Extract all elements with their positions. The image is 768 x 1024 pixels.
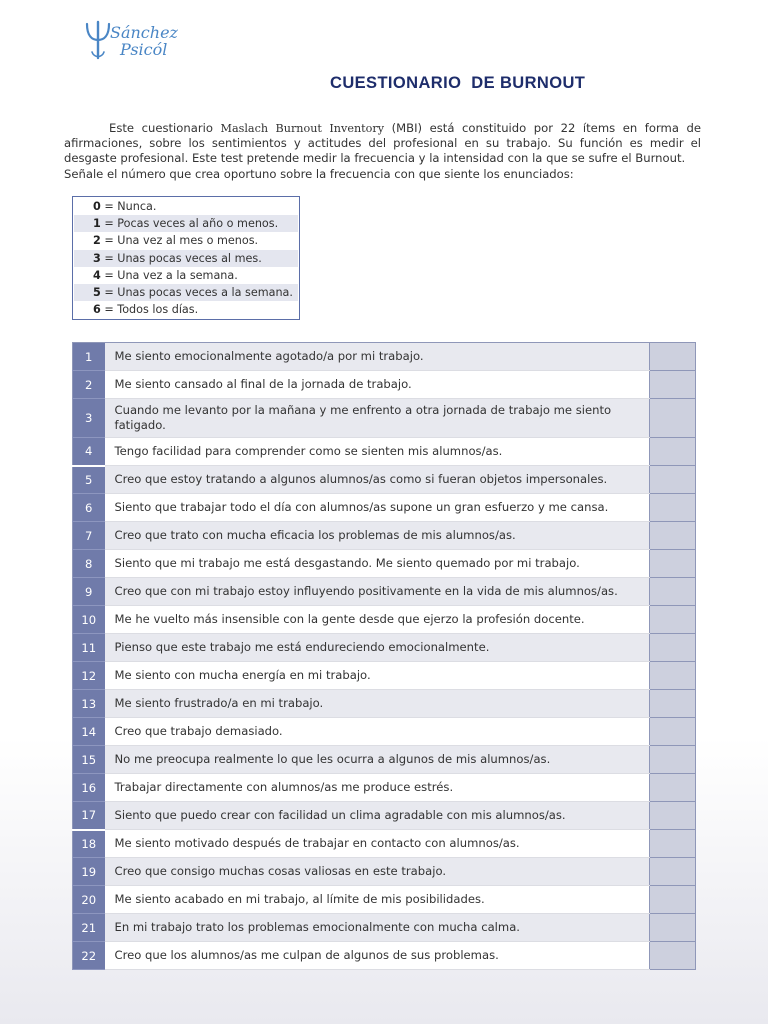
intro-part2: (MBI) está constituido por 22 ítems en forma de afirmaciones, sobre los sentimientos y actitudes del profesional en su trabajo. Su función es medir el desgaste profesional. Este test pretende medir la frecuencia y la intensidad con la que se sufre el Burnout. xyxy=(64,121,701,166)
scale-label: = Unas pocas veces al mes. xyxy=(100,251,262,265)
answer-cell[interactable] xyxy=(650,662,696,690)
answer-cell[interactable] xyxy=(650,774,696,802)
answer-cell[interactable] xyxy=(650,634,696,662)
item-statement: Me siento acabado en mi trabajo, al límite de mis posibilidades. xyxy=(105,886,650,914)
scale-row xyxy=(74,198,298,215)
answer-cell[interactable] xyxy=(650,343,696,371)
table-row xyxy=(73,466,696,494)
item-statement: Creo que trabajo demasiado. xyxy=(105,718,650,746)
item-number: 12 xyxy=(73,662,105,690)
item-statement: Me siento cansado al final de la jornada de trabajo. xyxy=(105,371,650,399)
item-statement: Tengo facilidad para comprender como se sienten mis alumnos/as. xyxy=(105,438,650,466)
intro-part1: Este cuestionario xyxy=(109,121,221,135)
scale-label: = Todos los días. xyxy=(100,303,199,317)
scale-row xyxy=(74,215,298,232)
item-statement: Pienso que este trabajo me está endureciendo emocionalmente. xyxy=(105,634,650,662)
answer-cell[interactable] xyxy=(650,886,696,914)
answer-cell[interactable] xyxy=(650,494,696,522)
scale-value: 3 xyxy=(93,251,101,265)
item-statement: Me siento motivado después de trabajar en contacto con alumnos/as. xyxy=(105,830,650,858)
item-number: 10 xyxy=(73,606,105,634)
item-statement: Siento que trabajar todo el día con alumnos/as supone un gran esfuerzo y me cansa. xyxy=(105,494,650,522)
item-statement: No me preocupa realmente lo que les ocurra a algunos de mis alumnos/as. xyxy=(105,746,650,774)
scale-value: 1 xyxy=(93,217,101,231)
item-number: 19 xyxy=(73,858,105,886)
frequency-scale xyxy=(72,196,300,320)
table-row xyxy=(73,690,696,718)
item-number: 9 xyxy=(73,578,105,606)
table-row xyxy=(73,802,696,830)
table-row xyxy=(73,399,696,438)
answer-cell[interactable] xyxy=(650,550,696,578)
item-number: 18 xyxy=(73,830,105,858)
table-row xyxy=(73,942,696,970)
table-row xyxy=(73,494,696,522)
answer-cell[interactable] xyxy=(650,802,696,830)
intro-text xyxy=(64,121,701,182)
item-number: 20 xyxy=(73,886,105,914)
item-number: 5 xyxy=(73,466,105,494)
answer-cell[interactable] xyxy=(650,746,696,774)
answer-cell[interactable] xyxy=(650,466,696,494)
item-statement: Cuando me levanto por la mañana y me enfrento a otra jornada de trabajo me siento fatigado. xyxy=(105,399,650,438)
scale-label: = Nunca. xyxy=(100,200,157,213)
item-statement: Me siento frustrado/a en mi trabajo. xyxy=(105,690,650,718)
item-statement: Siento que puedo crear con facilidad un clima agradable con mis alumnos/as. xyxy=(105,802,650,830)
logo xyxy=(84,20,194,64)
item-number: 7 xyxy=(73,522,105,550)
item-statement: En mi trabajo trato los problemas emocionalmente con mucha calma. xyxy=(105,914,650,942)
item-number: 3 xyxy=(73,399,105,438)
answer-cell[interactable] xyxy=(650,578,696,606)
item-number: 6 xyxy=(73,494,105,522)
item-number: 2 xyxy=(73,371,105,399)
scale-label: = Una vez al mes o menos. xyxy=(100,234,259,248)
logo-text-top: Sánchez xyxy=(110,23,178,42)
item-number: 16 xyxy=(73,774,105,802)
item-number: 22 xyxy=(73,942,105,970)
table-row xyxy=(73,343,696,371)
scale-row xyxy=(74,232,298,249)
table-row xyxy=(73,522,696,550)
answer-cell[interactable] xyxy=(650,690,696,718)
item-number: 15 xyxy=(73,746,105,774)
page-title: CUESTIONARIO DE BURNOUT xyxy=(330,74,586,92)
questionnaire-table xyxy=(72,342,696,970)
scale-value: 5 xyxy=(93,285,101,299)
table-row xyxy=(73,830,696,858)
table-row xyxy=(73,634,696,662)
table-row xyxy=(73,371,696,399)
answer-cell[interactable] xyxy=(650,718,696,746)
answer-cell[interactable] xyxy=(650,914,696,942)
answer-cell[interactable] xyxy=(650,399,696,438)
table-row xyxy=(73,858,696,886)
item-statement: Me siento con mucha energía en mi trabajo. xyxy=(105,662,650,690)
table-row xyxy=(73,746,696,774)
table-row xyxy=(73,550,696,578)
scale-row xyxy=(74,284,298,301)
table-row xyxy=(73,606,696,634)
item-number: 11 xyxy=(73,634,105,662)
item-statement: Me siento emocionalmente agotado/a por mi trabajo. xyxy=(105,343,650,371)
answer-cell[interactable] xyxy=(650,942,696,970)
table-row xyxy=(73,438,696,466)
scale-value: 0 xyxy=(93,200,101,213)
item-statement: Trabajar directamente con alumnos/as me produce estrés. xyxy=(105,774,650,802)
logo-text-bottom: Psicól xyxy=(120,40,168,59)
scale-value: 2 xyxy=(93,234,101,248)
table-row xyxy=(73,774,696,802)
scale-label: = Unas pocas veces a la semana. xyxy=(100,285,293,299)
answer-cell[interactable] xyxy=(650,830,696,858)
answer-cell[interactable] xyxy=(650,438,696,466)
item-number: 1 xyxy=(73,343,105,371)
answer-cell[interactable] xyxy=(650,858,696,886)
intro-instruction: Señale el número que crea oportuno sobre la frecuencia con que siente los enunciados: xyxy=(64,166,574,181)
scale-label: = Una vez a la semana. xyxy=(100,268,238,282)
answer-cell[interactable] xyxy=(650,522,696,550)
scale-label: = Pocas veces al año o menos. xyxy=(100,217,279,231)
item-number: 17 xyxy=(73,802,105,830)
table-row xyxy=(73,578,696,606)
item-statement: Siento que mi trabajo me está desgastando. Me siento quemado por mi trabajo. xyxy=(105,550,650,578)
table-row xyxy=(73,886,696,914)
item-number: 13 xyxy=(73,690,105,718)
item-statement: Creo que trato con mucha eficacia los problemas de mis alumnos/as. xyxy=(105,522,650,550)
scale-value: 6 xyxy=(93,303,101,317)
scale-value: 4 xyxy=(93,268,101,282)
table-row xyxy=(73,662,696,690)
intro-mbi: Maslach Burnout Inventory xyxy=(220,122,385,135)
item-number: 14 xyxy=(73,718,105,746)
item-statement: Creo que estoy tratando a algunos alumnos/as como si fueran objetos impersonales. xyxy=(105,466,650,494)
scale-row xyxy=(74,267,298,284)
item-number: 8 xyxy=(73,550,105,578)
item-statement: Me he vuelto más insensible con la gente desde que ejerzo la profesión docente. xyxy=(105,606,650,634)
table-row xyxy=(73,914,696,942)
table-row xyxy=(73,718,696,746)
answer-cell[interactable] xyxy=(650,371,696,399)
item-number: 4 xyxy=(73,438,105,466)
scale-row xyxy=(74,250,298,267)
psi-icon xyxy=(84,20,112,62)
item-statement: Creo que los alumnos/as me culpan de algunos de sus problemas. xyxy=(105,942,650,970)
item-statement: Creo que con mi trabajo estoy influyendo positivamente en la vida de mis alumnos/as. xyxy=(105,578,650,606)
scale-row xyxy=(74,301,298,318)
item-number: 21 xyxy=(73,914,105,942)
item-statement: Creo que consigo muchas cosas valiosas en este trabajo. xyxy=(105,858,650,886)
answer-cell[interactable] xyxy=(650,606,696,634)
